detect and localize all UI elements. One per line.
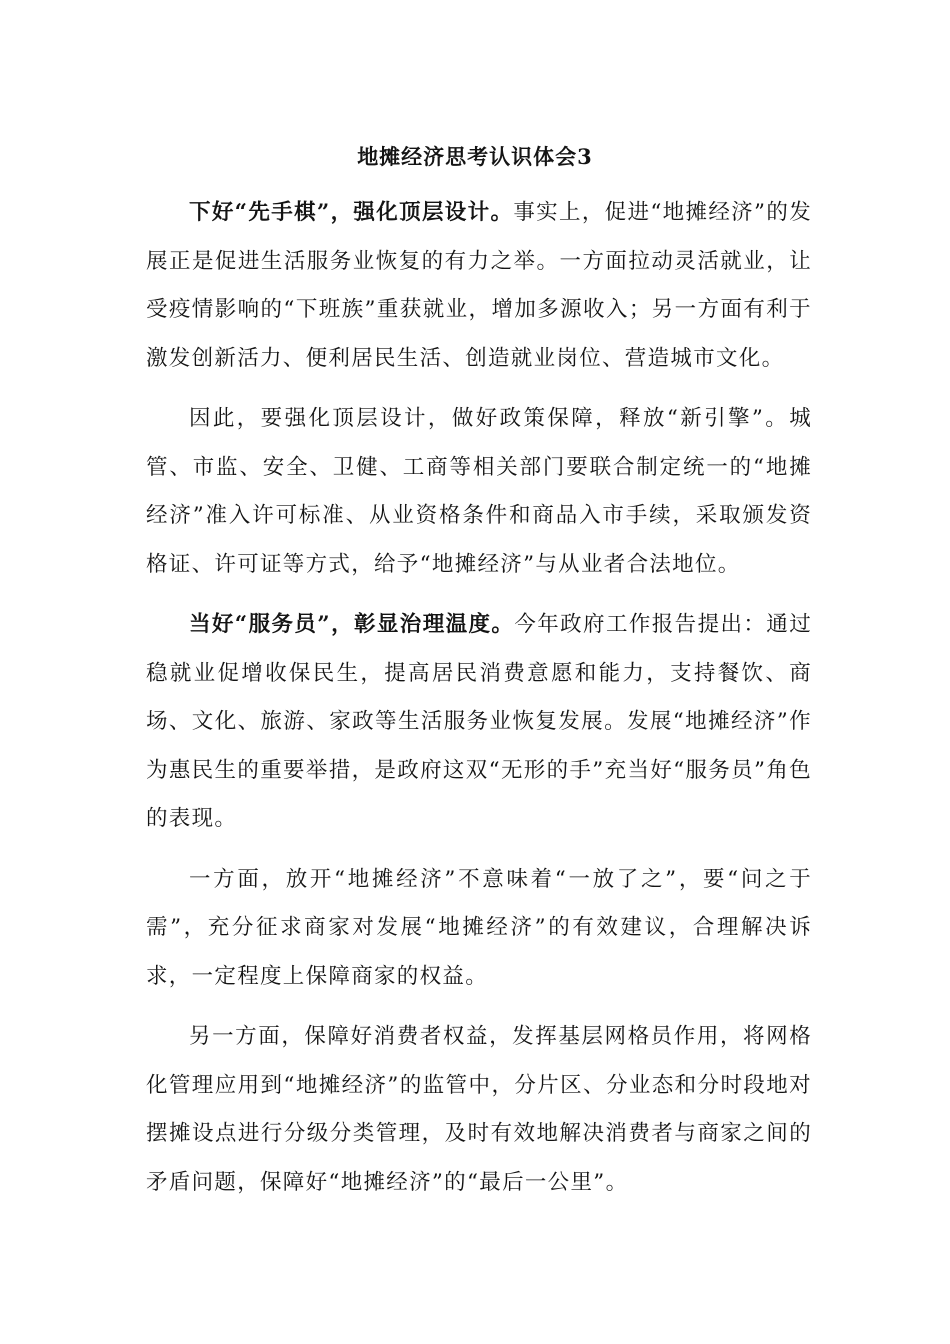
paragraph-text: 因此，要强化顶层设计，做好政策保障，释放“新引擎”。城管、市监、安全、卫健、工商等相关部门要联合制定统一的“地摊经济”准入许可标准、从业资格条件和商品入市手续，采取颁发资格证、许可证等方式，给予“地摊经济”与从业者合法地位。 (146, 406, 812, 577)
paragraph-text: 另一方面，保障好消费者权益，发挥基层网格员作用，将网格化管理应用到“地摊经济”的监管中，分片区、分业态和分时段地对摆摊设点进行分级分类管理，及时有效地解决消费者与商家之间的矛盾问题，保障好“地摊经济”的“最后一公里”。 (146, 1024, 812, 1195)
paragraph-text: 一方面，放开“地摊经济”不意味着“一放了之”，要“问之于需”，充分征求商家对发展“地摊经济”的有效建议，合理解决诉求，一定程度上保障商家的权益。 (146, 866, 812, 989)
paragraph-2 (146, 395, 812, 589)
paragraph-lead-heading: 下好“先手棋”，强化顶层设计。 (189, 200, 514, 225)
paragraph-lead-heading: 当好“服务员”，彰显治理温度。 (189, 612, 515, 637)
paragraph-3 (146, 601, 812, 844)
paragraph-text: 事实上，促进“地摊经济”的发展正是促进生活服务业恢复的有力之举。一方面拉动灵活就业，让受疫情影响的“下班族”重获就业，增加多源收入；另一方面有利于激发创新活力、便利居民生活、创造就业岗位、营造城市文化。 (146, 200, 812, 371)
paragraph-5 (146, 1013, 812, 1207)
paragraph-4 (146, 856, 812, 1002)
paragraph-text: 今年政府工作报告提出：通过稳就业促增收保民生，提高居民消费意愿和能力，支持餐饮、商场、文化、旅游、家政等生活服务业恢复发展。发展“地摊经济”作为惠民生的重要举措，是政府这双“无形的手”充当好“服务员”角色的表现。 (146, 612, 812, 831)
document-title: 地摊经济思考认识体会3 (357, 144, 593, 169)
paragraph-1 (146, 189, 812, 383)
document-body (146, 189, 812, 1207)
